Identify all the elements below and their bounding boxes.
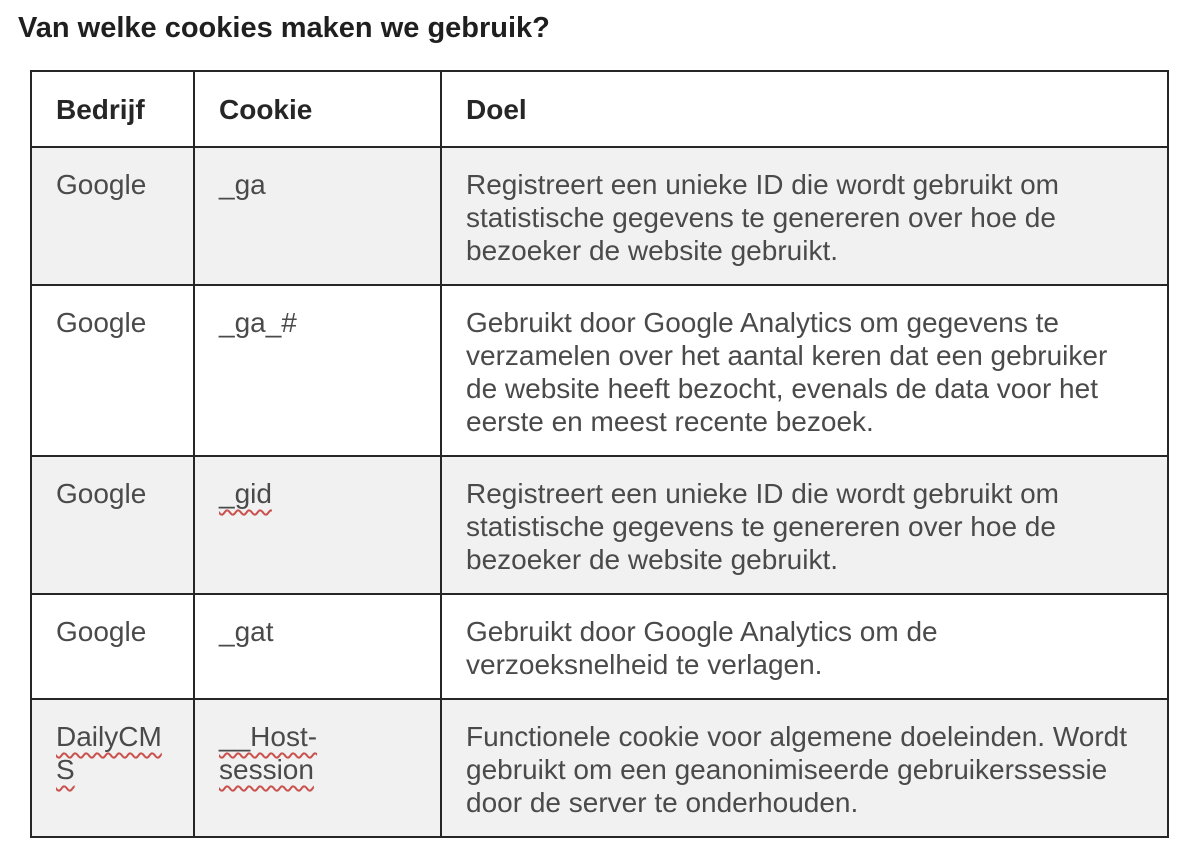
- column-header-cookie: Cookie: [194, 71, 441, 147]
- table-row-ga-hash: [31, 285, 1168, 456]
- cell-cookie-spellcheck-underline: __Host-session: [194, 699, 441, 837]
- cell-cookie: _ga: [194, 147, 441, 285]
- cookies-table: [30, 70, 1169, 838]
- cell-cookie: _ga_#: [194, 285, 441, 456]
- table-header-row: [31, 71, 1168, 147]
- cell-doel: Functionele cookie voor algemene doeleinden. Wordt gebruikt om een geanonimiseerde gebruikerssessie door de server te onderhouden.: [441, 699, 1168, 837]
- table-row-ga: [31, 147, 1168, 285]
- cell-bedrijf: Google: [31, 594, 194, 699]
- cell-cookie-spellcheck-underline: _gid: [194, 456, 441, 594]
- cell-bedrijf: Google: [31, 456, 194, 594]
- cell-cookie: _gat: [194, 594, 441, 699]
- cell-bedrijf: Google: [31, 285, 194, 456]
- column-header-doel: Doel: [441, 71, 1168, 147]
- cell-bedrijf-spellcheck-underline: DailyCMS: [31, 699, 194, 837]
- table-row-gat: [31, 594, 1168, 699]
- table-row-host-session: [31, 699, 1168, 837]
- cell-doel: Registreert een unieke ID die wordt gebruikt om statistische gegevens te genereren over hoe de bezoeker de website gebruikt.: [441, 147, 1168, 285]
- column-header-bedrijf: Bedrijf: [31, 71, 194, 147]
- table-row-gid: [31, 456, 1168, 594]
- cell-doel: Gebruikt door Google Analytics om gegevens te verzamelen over het aantal keren dat een gebruiker de website heeft bezocht, evenals de data voor het eerste en meest recente bezoek.: [441, 285, 1168, 456]
- page-title: Van welke cookies maken we gebruik?: [18, 12, 550, 44]
- cell-bedrijf: Google: [31, 147, 194, 285]
- cell-doel: Registreert een unieke ID die wordt gebruikt om statistische gegevens te genereren over hoe de bezoeker de website gebruikt.: [441, 456, 1168, 594]
- cell-doel: Gebruikt door Google Analytics om de verzoeksnelheid te verlagen.: [441, 594, 1168, 699]
